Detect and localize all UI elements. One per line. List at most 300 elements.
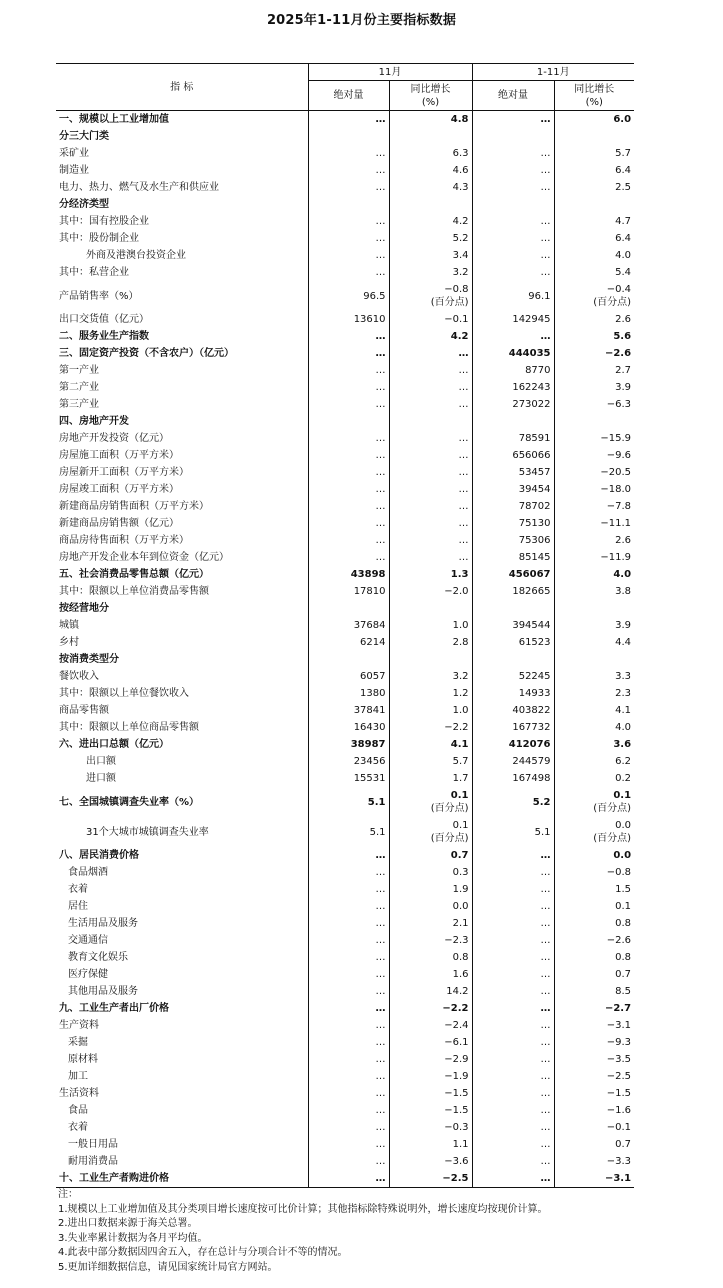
ytd-absolute-cell: …	[472, 881, 554, 898]
month-absolute-cell: …	[308, 1017, 389, 1034]
ytd-absolute-cell: …	[472, 213, 554, 230]
ytd-growth-cell: 4.7	[554, 213, 634, 230]
footnotes	[58, 1188, 648, 1275]
ytd-growth-cell: 2.6	[554, 532, 634, 549]
ytd-absolute-cell: 53457	[472, 464, 554, 481]
month-absolute-cell	[308, 651, 389, 668]
ytd-growth-cell: 0.8	[554, 915, 634, 932]
ytd-growth-cell: −6.3	[554, 396, 634, 413]
ytd-growth-cell: −3.3	[554, 1153, 634, 1170]
indicator-table	[56, 63, 634, 1188]
ytd-absolute-cell: 394544	[472, 617, 554, 634]
row-label: 出口额	[86, 756, 116, 767]
month-growth-cell: 4.2	[389, 328, 472, 345]
note-item: 2.进出口数据来源于海关总署。	[58, 1218, 198, 1229]
row-label: 生活用品及服务	[68, 918, 138, 929]
month-growth-cell: 1.7	[389, 770, 472, 787]
ytd-growth-cell: 0.0 (百分点)	[554, 817, 634, 847]
month-absolute-cell: …	[308, 1085, 389, 1102]
month-growth-cell: …	[389, 464, 472, 481]
table-row	[56, 702, 634, 719]
month-absolute-cell: …	[308, 447, 389, 464]
month-growth-cell: 0.7	[389, 847, 472, 864]
row-label: 交通通信	[68, 935, 108, 946]
month-growth-cell: …	[389, 549, 472, 566]
ytd-absolute-cell: …	[472, 1170, 554, 1188]
ytd-growth-cell: 4.0	[554, 719, 634, 736]
month-absolute-cell: 5.1	[308, 787, 389, 817]
table-row	[56, 1051, 634, 1068]
ytd-absolute-cell: 167732	[472, 719, 554, 736]
table-row	[56, 1136, 634, 1153]
table-row	[56, 111, 634, 129]
table-row	[56, 847, 634, 864]
month-absolute-cell: …	[308, 932, 389, 949]
month-absolute-cell: …	[308, 1034, 389, 1051]
ytd-growth-cell: −9.3	[554, 1034, 634, 1051]
ytd-absolute-cell: …	[472, 1136, 554, 1153]
table-row	[56, 566, 634, 583]
ytd-absolute-cell: 403822	[472, 702, 554, 719]
ytd-absolute-cell: 167498	[472, 770, 554, 787]
row-label: 五、社会消费品零售总额（亿元）	[59, 569, 209, 580]
table-row	[56, 1085, 634, 1102]
table-row	[56, 464, 634, 481]
ytd-growth-cell: −9.6	[554, 447, 634, 464]
row-label: 医疗保健	[68, 969, 108, 980]
ytd-growth-cell: 0.7	[554, 966, 634, 983]
ytd-growth-cell: 5.6	[554, 328, 634, 345]
ytd-growth-cell	[554, 128, 634, 145]
month-growth-cell: −0.1	[389, 311, 472, 328]
absolute-header: 绝对量	[472, 81, 554, 111]
ytd-growth-cell: −7.8	[554, 498, 634, 515]
month-growth-cell: …	[389, 396, 472, 413]
ytd-absolute-cell: …	[472, 328, 554, 345]
ytd-absolute-cell: 78591	[472, 430, 554, 447]
ytd-growth-cell	[554, 413, 634, 430]
table-row	[56, 430, 634, 447]
month-absolute-cell: 96.5	[308, 281, 389, 311]
month-growth-cell: 1.0	[389, 617, 472, 634]
month-growth-cell: 4.2	[389, 213, 472, 230]
month-absolute-cell: …	[308, 396, 389, 413]
ytd-absolute-cell: 456067	[472, 566, 554, 583]
month-absolute-cell	[308, 413, 389, 430]
row-label: 九、工业生产者出厂价格	[59, 1003, 169, 1014]
month-absolute-cell: …	[308, 532, 389, 549]
row-label: 四、房地产开发	[59, 416, 129, 427]
table-row	[56, 230, 634, 247]
month-absolute-cell: 6214	[308, 634, 389, 651]
row-label: 生活资料	[59, 1088, 99, 1099]
ytd-growth-cell: 5.4	[554, 264, 634, 281]
month-growth-cell: 2.8	[389, 634, 472, 651]
month-growth-cell	[389, 128, 472, 145]
row-label: 房屋竣工面积（万平方米）	[59, 484, 179, 495]
row-label: 七、全国城镇调查失业率（%）	[59, 796, 200, 808]
notes-heading: 注：	[58, 1189, 78, 1200]
table-body	[56, 111, 634, 1188]
ytd-absolute-cell: …	[472, 949, 554, 966]
ytd-absolute-cell: …	[472, 230, 554, 247]
ytd-growth-cell: −2.6	[554, 932, 634, 949]
ytd-absolute-cell: …	[472, 264, 554, 281]
row-label: 出口交货值（亿元）	[59, 314, 149, 325]
month-absolute-cell: …	[308, 1170, 389, 1188]
month-growth-cell: 1.0	[389, 702, 472, 719]
ytd-growth-cell: 6.0	[554, 111, 634, 129]
ytd-growth-cell: 3.9	[554, 379, 634, 396]
table-row	[56, 328, 634, 345]
month-absolute-cell: 15531	[308, 770, 389, 787]
row-label: 制造业	[59, 165, 89, 176]
ytd-growth-cell: 0.8	[554, 949, 634, 966]
unit-note: (百分点)	[430, 803, 469, 814]
table-row	[56, 1102, 634, 1119]
table-row	[56, 770, 634, 787]
ytd-growth-cell: 4.1	[554, 702, 634, 719]
unit-note: (百分点)	[593, 833, 632, 844]
ytd-absolute-cell: 412076	[472, 736, 554, 753]
month-growth-cell: 1.6	[389, 966, 472, 983]
unit-note: (百分点)	[593, 803, 632, 814]
month-growth-cell: 3.4	[389, 247, 472, 264]
table-row	[56, 668, 634, 685]
month-growth-cell: …	[389, 447, 472, 464]
ytd-absolute-cell: …	[472, 111, 554, 129]
ytd-absolute-cell: …	[472, 1102, 554, 1119]
growth-header: 同比增长 (%)	[389, 81, 472, 111]
month-absolute-cell: …	[308, 430, 389, 447]
row-label: 城镇	[59, 620, 79, 631]
month-absolute-cell: …	[308, 1068, 389, 1085]
ytd-absolute-cell: 273022	[472, 396, 554, 413]
absolute-header: 绝对量	[308, 81, 389, 111]
table-row	[56, 966, 634, 983]
ytd-growth-cell: −11.9	[554, 549, 634, 566]
month-absolute-cell: …	[308, 1153, 389, 1170]
period-header-ytd: 1-11月	[472, 64, 634, 81]
ytd-absolute-cell: …	[472, 1068, 554, 1085]
month-absolute-cell: …	[308, 881, 389, 898]
table-row	[56, 932, 634, 949]
month-growth-cell: …	[389, 498, 472, 515]
page-title: 2025年1-11月份主要指标数据	[266, 13, 457, 28]
row-label: 二、服务业生产指数	[59, 331, 149, 342]
row-label: 衣着	[68, 1122, 88, 1133]
table-row	[56, 1170, 634, 1188]
table-row	[56, 396, 634, 413]
row-label: 房地产开发投资（亿元）	[59, 433, 169, 444]
month-growth-cell: …	[389, 481, 472, 498]
month-absolute-cell: …	[308, 549, 389, 566]
month-absolute-cell: 38987	[308, 736, 389, 753]
ytd-absolute-cell	[472, 600, 554, 617]
month-absolute-cell: 13610	[308, 311, 389, 328]
month-absolute-cell: …	[308, 915, 389, 932]
month-absolute-cell: 6057	[308, 668, 389, 685]
row-label: 31个大城市城镇调查失业率	[86, 826, 209, 838]
row-label: 教育文化娱乐	[68, 952, 128, 963]
ytd-absolute-cell: 52245	[472, 668, 554, 685]
month-absolute-cell: …	[308, 264, 389, 281]
row-label: 耐用消费品	[68, 1156, 118, 1167]
month-absolute-cell: …	[308, 966, 389, 983]
month-growth-cell: 4.8	[389, 111, 472, 129]
row-label: 衣着	[68, 884, 88, 895]
table-row	[56, 1000, 634, 1017]
month-absolute-cell: …	[308, 1119, 389, 1136]
ytd-absolute-cell: …	[472, 1000, 554, 1017]
table-row	[56, 264, 634, 281]
ytd-absolute-cell: …	[472, 162, 554, 179]
ytd-growth-cell: −0.1	[554, 1119, 634, 1136]
month-absolute-cell	[308, 128, 389, 145]
month-absolute-cell: …	[308, 345, 389, 362]
table-row	[56, 651, 634, 668]
ytd-growth-cell: −3.5	[554, 1051, 634, 1068]
table-row	[56, 583, 634, 600]
note-item: 3.失业率累计数据为各月平均值。	[58, 1232, 208, 1244]
month-absolute-cell: …	[308, 162, 389, 179]
month-growth-cell: 0.8	[389, 949, 472, 966]
ytd-growth-cell: −0.8	[554, 864, 634, 881]
note-item: 4.此表中部分数据因四舍五入，存在总计与分项合计不等的情况。	[58, 1247, 348, 1258]
ytd-absolute-cell: …	[472, 1051, 554, 1068]
ytd-absolute-cell: …	[472, 1085, 554, 1102]
row-label: 其中：限额以上单位消费品零售额	[59, 586, 209, 597]
table-row	[56, 787, 634, 817]
row-label: 一般日用品	[68, 1139, 118, 1150]
unit-note: (百分点)	[430, 833, 469, 844]
row-label: 房地产开发企业本年到位资金（亿元）	[59, 552, 229, 563]
month-absolute-cell: …	[308, 498, 389, 515]
month-growth-cell: −6.1	[389, 1034, 472, 1051]
month-growth-cell: 0.1 (百分点)	[389, 817, 472, 847]
ytd-growth-cell: 3.8	[554, 583, 634, 600]
ytd-growth-cell: 6.2	[554, 753, 634, 770]
ytd-growth-cell: −1.6	[554, 1102, 634, 1119]
month-absolute-cell: 43898	[308, 566, 389, 583]
month-absolute-cell: …	[308, 1051, 389, 1068]
row-label: 餐饮收入	[59, 671, 99, 682]
ytd-growth-cell: 5.7	[554, 145, 634, 162]
ytd-absolute-cell: …	[472, 1119, 554, 1136]
table-row	[56, 1034, 634, 1051]
month-absolute-cell: …	[308, 179, 389, 196]
table-row	[56, 145, 634, 162]
month-absolute-cell: …	[308, 847, 389, 864]
ytd-absolute-cell: 61523	[472, 634, 554, 651]
row-label: 外商及港澳台投资企业	[86, 250, 186, 261]
ytd-growth-cell: 4.4	[554, 634, 634, 651]
month-absolute-cell: …	[308, 1102, 389, 1119]
row-label: 新建商品房销售额（亿元）	[59, 518, 179, 529]
row-label: 房屋施工面积（万平方米）	[59, 450, 179, 461]
unit-note: (百分点)	[593, 297, 632, 308]
ytd-growth-cell	[554, 651, 634, 668]
month-growth-cell: 1.2	[389, 685, 472, 702]
row-label: 乡村	[59, 637, 79, 648]
table-row	[56, 179, 634, 196]
month-growth-cell: −0.8 (百分点)	[389, 281, 472, 311]
table-row	[56, 379, 634, 396]
month-growth-cell: −2.9	[389, 1051, 472, 1068]
ytd-absolute-cell: …	[472, 966, 554, 983]
ytd-absolute-cell	[472, 128, 554, 145]
month-absolute-cell: …	[308, 145, 389, 162]
month-absolute-cell: …	[308, 379, 389, 396]
month-absolute-cell: …	[308, 515, 389, 532]
ytd-absolute-cell: 5.1	[472, 817, 554, 847]
row-label: 其他用品及服务	[68, 986, 138, 997]
row-label: 其中：国有控股企业	[59, 216, 149, 227]
row-label: 十、工业生产者购进价格	[56, 1170, 308, 1188]
row-label: 其中：限额以上单位商品零售额	[59, 722, 199, 733]
table-row	[56, 1119, 634, 1136]
row-label: 居住	[68, 901, 88, 912]
month-growth-cell: 1.1	[389, 1136, 472, 1153]
table-row	[56, 481, 634, 498]
table-row	[56, 311, 634, 328]
month-absolute-cell: …	[308, 1000, 389, 1017]
row-label: 原材料	[68, 1054, 98, 1065]
ytd-absolute-cell: 182665	[472, 583, 554, 600]
ytd-growth-cell	[554, 196, 634, 213]
table-row	[56, 898, 634, 915]
ytd-growth-cell: 2.5	[554, 179, 634, 196]
ytd-absolute-cell: 39454	[472, 481, 554, 498]
ytd-growth-cell: −2.7	[554, 1000, 634, 1017]
ytd-absolute-cell: 78702	[472, 498, 554, 515]
table-row	[56, 196, 634, 213]
table-row	[56, 864, 634, 881]
row-label: 食品烟酒	[68, 867, 108, 878]
table-row	[56, 447, 634, 464]
ytd-absolute-cell: 5.2	[472, 787, 554, 817]
row-label: 第二产业	[59, 382, 99, 393]
month-growth-cell	[389, 413, 472, 430]
ytd-growth-cell: 4.0	[554, 566, 634, 583]
row-label: 采矿业	[59, 148, 89, 159]
table-row	[56, 1017, 634, 1034]
table-row	[56, 634, 634, 651]
ytd-growth-cell: −1.5	[554, 1085, 634, 1102]
table-row	[56, 915, 634, 932]
month-absolute-cell: 16430	[308, 719, 389, 736]
ytd-absolute-cell: …	[472, 1034, 554, 1051]
growth-header: 同比增长 (%)	[554, 81, 634, 111]
ytd-absolute-cell: …	[472, 847, 554, 864]
row-label: 分三大门类	[59, 131, 109, 142]
month-absolute-cell: 23456	[308, 753, 389, 770]
ytd-growth-cell: −15.9	[554, 430, 634, 447]
ytd-absolute-cell: 244579	[472, 753, 554, 770]
ytd-growth-cell: 0.0	[554, 847, 634, 864]
ytd-absolute-cell	[472, 196, 554, 213]
ytd-growth-cell: 0.2	[554, 770, 634, 787]
month-growth-cell: …	[389, 379, 472, 396]
ytd-absolute-cell: 85145	[472, 549, 554, 566]
row-label: 加工	[68, 1071, 88, 1082]
table-row	[56, 881, 634, 898]
month-growth-cell	[389, 651, 472, 668]
month-growth-cell: −2.5	[389, 1170, 472, 1188]
month-growth-cell: 5.2	[389, 230, 472, 247]
row-label: 一、规模以上工业增加值	[59, 114, 169, 125]
table-row	[56, 362, 634, 379]
row-label: 生产资料	[59, 1020, 99, 1031]
month-absolute-cell: 5.1	[308, 817, 389, 847]
month-growth-cell: −2.2	[389, 1000, 472, 1017]
ytd-absolute-cell: 75130	[472, 515, 554, 532]
ytd-growth-cell: −3.1	[554, 1170, 634, 1188]
month-absolute-cell: …	[308, 481, 389, 498]
ytd-growth-cell: −18.0	[554, 481, 634, 498]
month-growth-cell: 1.3	[389, 566, 472, 583]
month-growth-cell: −2.0	[389, 583, 472, 600]
month-absolute-cell: …	[308, 247, 389, 264]
ytd-absolute-cell: …	[472, 898, 554, 915]
table-row	[56, 719, 634, 736]
month-growth-cell: −1.5	[389, 1102, 472, 1119]
ytd-growth-cell: 8.5	[554, 983, 634, 1000]
month-growth-cell: 6.3	[389, 145, 472, 162]
table-row	[56, 753, 634, 770]
row-label: 第一产业	[59, 365, 99, 376]
month-absolute-cell: …	[308, 949, 389, 966]
ytd-growth-cell: 6.4	[554, 230, 634, 247]
month-growth-cell: 4.1	[389, 736, 472, 753]
month-absolute-cell: …	[308, 328, 389, 345]
table-row	[56, 617, 634, 634]
ytd-growth-cell: 3.9	[554, 617, 634, 634]
month-growth-cell: 0.1 (百分点)	[389, 787, 472, 817]
month-growth-cell: 1.9	[389, 881, 472, 898]
ytd-growth-cell: 0.1	[554, 898, 634, 915]
ytd-growth-cell: 2.6	[554, 311, 634, 328]
month-growth-cell: 3.2	[389, 668, 472, 685]
table-row	[56, 532, 634, 549]
month-absolute-cell: 37841	[308, 702, 389, 719]
month-growth-cell: …	[389, 515, 472, 532]
ytd-growth-cell: 0.1 (百分点)	[554, 787, 634, 817]
table-row	[56, 685, 634, 702]
ytd-absolute-cell: 142945	[472, 311, 554, 328]
row-label: 食品	[68, 1105, 88, 1116]
month-growth-cell	[389, 196, 472, 213]
ytd-absolute-cell: …	[472, 1153, 554, 1170]
ytd-growth-cell: 3.6	[554, 736, 634, 753]
ytd-growth-cell: 1.5	[554, 881, 634, 898]
ytd-absolute-cell: 8770	[472, 362, 554, 379]
ytd-absolute-cell: …	[472, 983, 554, 1000]
ytd-absolute-cell	[472, 651, 554, 668]
ytd-growth-cell: 2.7	[554, 362, 634, 379]
indicator-column-header: 指 标	[56, 64, 308, 111]
ytd-absolute-cell: …	[472, 145, 554, 162]
table-row	[56, 345, 634, 362]
ytd-growth-cell: −11.1	[554, 515, 634, 532]
ytd-growth-cell	[554, 600, 634, 617]
table-row	[56, 817, 634, 847]
row-label: 第三产业	[59, 399, 99, 410]
month-absolute-cell: …	[308, 230, 389, 247]
month-absolute-cell: …	[308, 898, 389, 915]
month-absolute-cell: …	[308, 464, 389, 481]
ytd-absolute-cell: 444035	[472, 345, 554, 362]
